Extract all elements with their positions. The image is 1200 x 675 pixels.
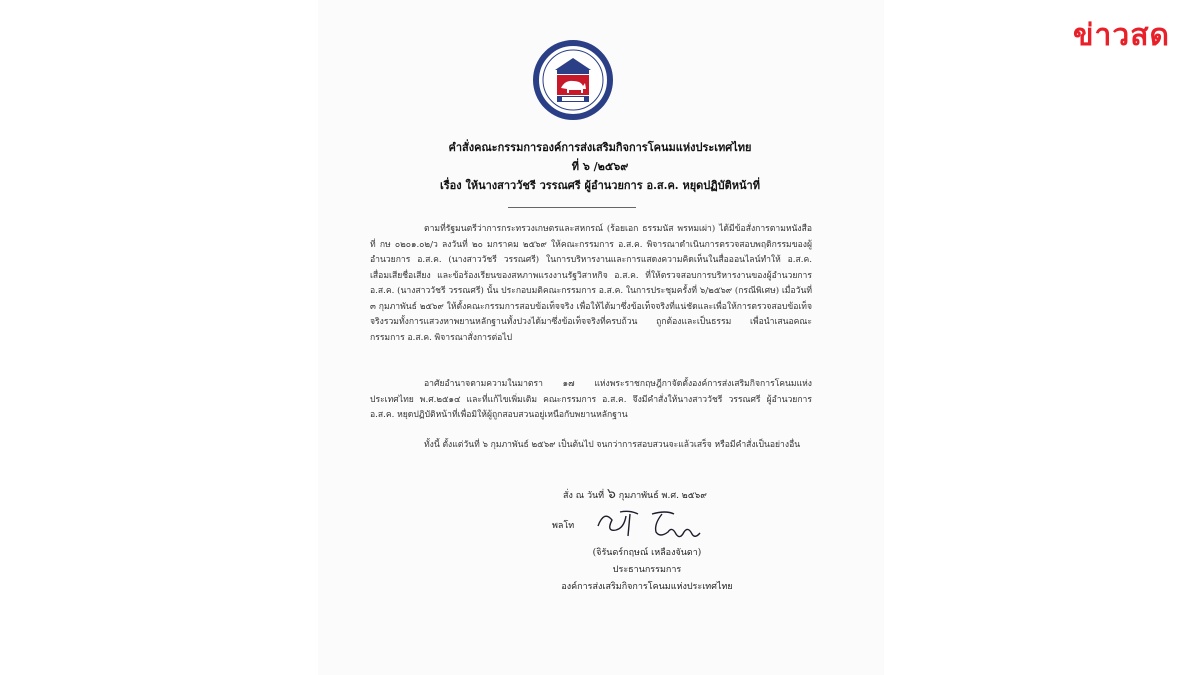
signer-rank: พลโท: [552, 521, 575, 531]
paragraph-background: ตามที่รัฐมนตรีว่าการกระทรวงเกษตรและสหกรณ์ (ร้อยเอก ธรรมนัส พรหมเผ่า) ได้มีข้อสั่งการตามหนังสือที่ กษ ๐๒๐๑.๐๒/ว ลงวันที่ ๒๐ มกราคม ๒๕๖๙ ให้คณะกรรมการ อ.ส.ค. พิจารณาดำเนินการตรวจสอบพฤติกรรมของผู้อำนวยการ อ.ส.ค. (นางสาววัชรี วรรณศรี) ในการบริหารงานและการแสดงความคิดเห็นในสื่อออนไลน์ทำให้ อ.ส.ค. เสื่อมเสียชื่อเสียง และข้อร้องเรียนของสหภาพแรงงานรัฐวิสาหกิจ อ.ส.ค. ที่ให้ตรวจสอบการบริหารงานของผู้อำนวยการ อ.ส.ค. (นางสาววัชรี วรรณศรี) นั้น ประกอบมติคณะกรรมการ อ.ส.ค. ในการประชุมครั้งที่ ๖/๒๕๖๙ (กรณีพิเศษ) เมื่อวันที่ ๓ กุมภาพันธ์ ๒๕๖๙ ให้ตั้งคณะกรรมการสอบข้อเท็จจริง เพื่อให้ได้มาซึ่งข้อเท็จจริงที่แน่ชัดและเพื่อให้การตรวจสอบข้อเท็จจริงรวมทั้งการแสวงหาพยานหลักฐานทั้งปวงได้มาซึ่งข้อเท็จจริงที่ครบถ้วน ถูกต้องและเป็นธรรม เพื่อนำเสนอคณะกรรมการ อ.ส.ค. พิจารณาสั่งการต่อไป: [370, 224, 812, 343]
paragraph-authority: อาศัยอำนาจตามความในมาตรา ๑๗ แห่งพระราชกฤษฎีกาจัดตั้งองค์การส่งเสริมกิจการโคนมแห่งประเทศไทย พ.ศ.๒๕๑๔ และที่แก้ไขเพิ่มเติม คณะกรรมการ อ.ส.ค. จึงมีคำสั่งให้นางสาววัชรี วรรณศรี ผู้อำนวยการ อ.ส.ค. หยุดปฏิบัติหน้าที่เพื่อมิให้ผู้ถูกสอบสวนอยู่เหนือกับพยานหลักฐาน: [370, 379, 812, 420]
signer-position: ประธานกรรมการ: [612, 565, 682, 575]
paragraph-effective-date: ทั้งนี้ ตั้งแต่วันที่ ๖ กุมภาพันธ์ ๒๕๖๙ เป็นต้นไป จนกว่าการสอบสวนจะแล้วเสร็จ หรือมีคำสั่งเป็นอย่างอื่น: [424, 440, 801, 450]
order-subject: เรื่อง ให้นางสาววัชรี วรรณศรี ผู้อำนวยการ อ.ส.ค. หยุดปฏิบัติหน้าที่: [439, 179, 760, 192]
signer-name: (จิรันดร์กฤษณ์ เหลืองจันดา): [592, 548, 702, 558]
order-number: ที่ ๖ /๒๕๖๙: [571, 160, 629, 173]
dpo-emblem-icon: [533, 40, 613, 120]
handwritten-signature: [590, 504, 720, 544]
order-issuer: คำสั่งคณะกรรมการองค์การส่งเสริมกิจการโคนมแห่งประเทศไทย: [448, 141, 752, 154]
date-day-handwritten: ๖: [606, 486, 616, 502]
date-suffix: กุมภาพันธ์ พ.ศ. ๒๕๖๙: [618, 491, 707, 501]
signer-organization: องค์การส่งเสริมกิจการโคนมแห่งประเทศไทย: [561, 582, 733, 592]
date-prefix: สั่ง ณ วันที่: [563, 491, 605, 501]
order-date: [563, 483, 707, 505]
news-watermark-logo: ข่าวสด: [1073, 18, 1170, 53]
divider: [508, 207, 636, 208]
